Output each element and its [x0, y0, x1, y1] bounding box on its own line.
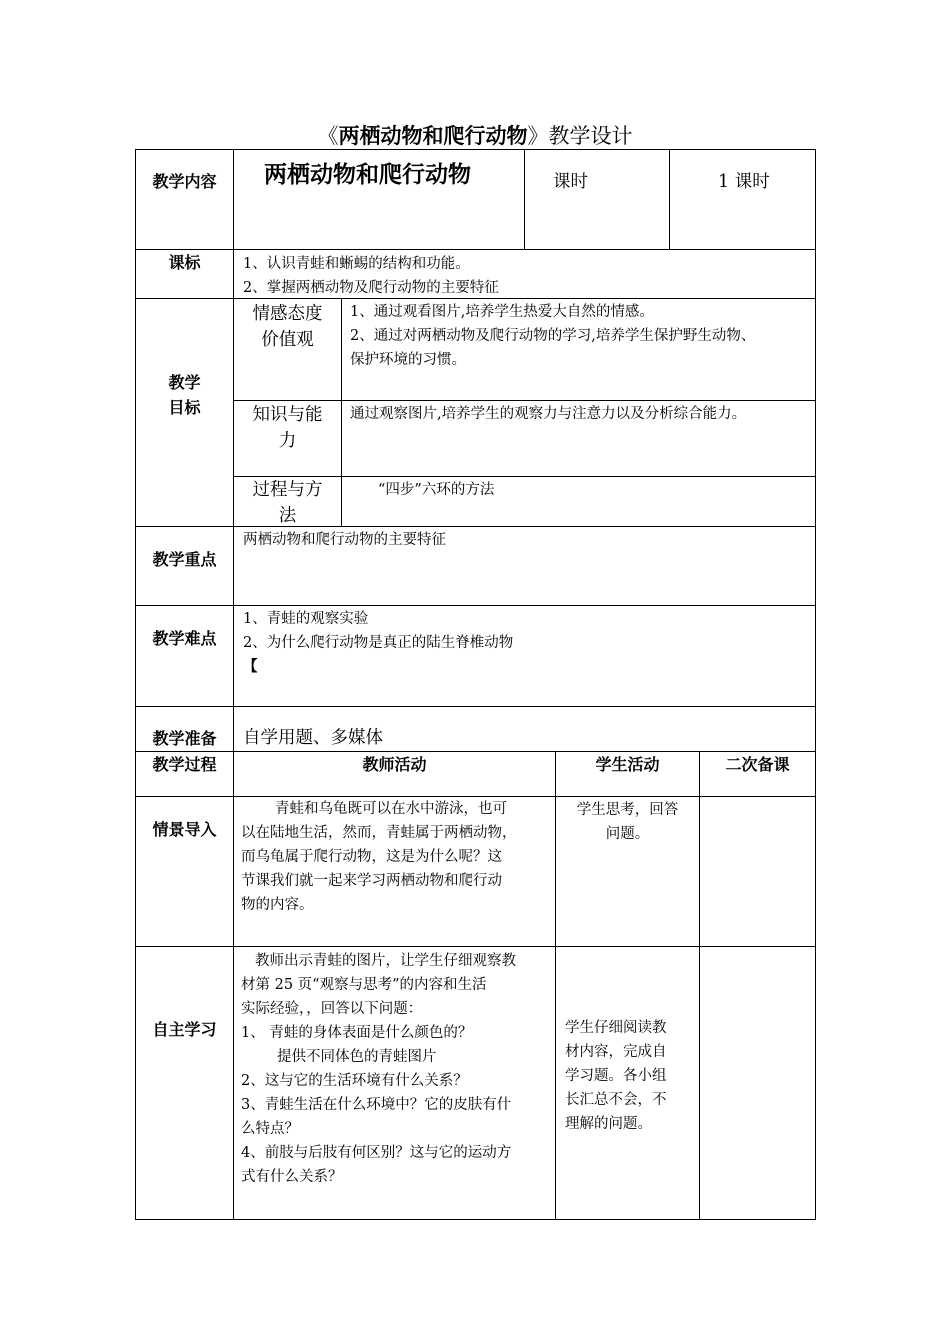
difficulty-line: 2、为什么爬行动物是真正的陆生脊椎动物: [243, 635, 514, 651]
hours-value: 1 课时: [718, 172, 770, 192]
stage-student-activity: [556, 798, 699, 846]
teacher-line: 提供不同体色的青蛙图片: [277, 1049, 437, 1065]
goal-line: 通过观察图片,培养学生的观察力与注意力以及分析综合能力。: [350, 406, 747, 422]
goal-text-process: [378, 478, 494, 502]
goal-line: “四步”六环的方法: [378, 482, 495, 498]
document-title: [0, 121, 950, 151]
teacher-line: 么特点？: [241, 1121, 299, 1137]
process-header-student: 学生活动: [595, 755, 660, 774]
hours-label: 课时: [553, 172, 588, 192]
student-line: 学生仔细阅读教: [565, 1020, 667, 1036]
goal-name-line: 过程与方: [252, 480, 323, 500]
goal-line: 1、通过观看图片,培养学生热爱大自然的情感。: [350, 304, 654, 320]
stage-student-activity: [565, 1016, 695, 1136]
teacher-line: 教师出示青蛙的图片，让学生仔细观察教: [255, 953, 516, 969]
title-suffix: 》教学设计: [527, 124, 633, 148]
difficulty-label: 教学难点: [152, 629, 217, 648]
prep-text: 自学用题、多媒体: [243, 728, 383, 748]
teacher-line: 而乌龟属于爬行动物，这是为什么呢？这: [241, 849, 502, 865]
student-line: 理解的问题。: [565, 1116, 652, 1132]
goals-label-line: 教学: [168, 373, 201, 392]
teacher-line: 以在陆地生活，然而，青蛙属于两栖动物，: [241, 825, 517, 841]
student-line: 长汇总不会，不: [565, 1092, 667, 1108]
student-line: 学习题。各小组: [565, 1068, 667, 1084]
teacher-line: 式有什么关系？: [241, 1169, 343, 1185]
prep-label: 教学准备: [152, 729, 217, 748]
goal-name-line: 力: [278, 431, 297, 451]
teacher-line: 节课我们就一起来学习两栖动物和爬行动: [241, 873, 502, 889]
title-lesson-name: 两栖动物和爬行动物: [338, 124, 528, 148]
goal-text-knowledge: [350, 402, 746, 426]
teacher-line: 实际经验，，回答以下问题：: [241, 1001, 423, 1017]
focus-text: 两栖动物和爬行动物的主要特征: [243, 532, 446, 548]
teacher-line: 3、青蛙生活在什么环境中？它的皮肤有什: [241, 1097, 512, 1113]
difficulty-line: 【: [243, 658, 258, 675]
stage-label: 情景导入: [152, 820, 217, 839]
process-header-stage: 教学过程: [152, 755, 217, 774]
standard-line: 2、掌握两栖动物及爬行动物的主要特征: [243, 280, 499, 296]
content-value: 两栖动物和爬行动物: [264, 162, 471, 188]
teacher-line: 物的内容。: [241, 897, 314, 913]
stage-teacher-activity: [241, 797, 551, 917]
goal-name-line: 价值观: [261, 330, 314, 350]
goal-line: 保护环境的习惯。: [350, 352, 466, 368]
goal-name-line: 知识与能: [252, 405, 323, 425]
goal-text-attitude: [350, 300, 755, 372]
title-bracket-open: 《: [317, 124, 339, 148]
goal-line: 2、通过对两栖动物及爬行动物的学习,培养学生保护野生动物、: [350, 328, 756, 344]
goal-name-line: 法: [278, 506, 297, 526]
content-label: 教学内容: [152, 172, 217, 191]
stage-teacher-activity: [241, 949, 551, 1189]
difficulty-text: [243, 607, 513, 679]
goal-name-knowledge: [234, 402, 341, 454]
goal-name-attitude: [234, 301, 341, 353]
student-line: 学生思考，回答: [576, 802, 679, 818]
stage-label: 自主学习: [152, 1020, 217, 1039]
standard-label: 课标: [168, 253, 201, 272]
process-header-notes: 二次备课: [725, 755, 790, 774]
goal-name-process: [234, 477, 341, 529]
goals-label: [136, 370, 233, 420]
difficulty-line: 1、青蛙的观察实验: [243, 611, 369, 627]
standard-line: 1、认识青蛙和蜥蜴的结构和功能。: [243, 256, 470, 272]
standard-text: [243, 252, 499, 300]
teacher-line: 青蛙和乌龟既可以在水中游泳，也可: [275, 801, 507, 817]
process-header-teacher: 教师活动: [362, 755, 427, 774]
teacher-line: 材第 25 页“观察与思考”的内容和生活: [241, 977, 487, 993]
teacher-line: 4、前肢与后肢有何区别？这与它的运动方: [241, 1145, 512, 1161]
student-line: 问题。: [605, 826, 650, 842]
goal-name-line: 情感态度: [252, 304, 323, 324]
focus-label: 教学重点: [152, 550, 217, 569]
teacher-line: 1、 青蛙的身体表面是什么颜色的？: [241, 1025, 473, 1041]
student-line: 材内容，完成自: [565, 1044, 667, 1060]
goals-label-line: 目标: [168, 398, 201, 417]
teacher-line: 2、这与它的生活环境有什么关系？: [241, 1073, 468, 1089]
